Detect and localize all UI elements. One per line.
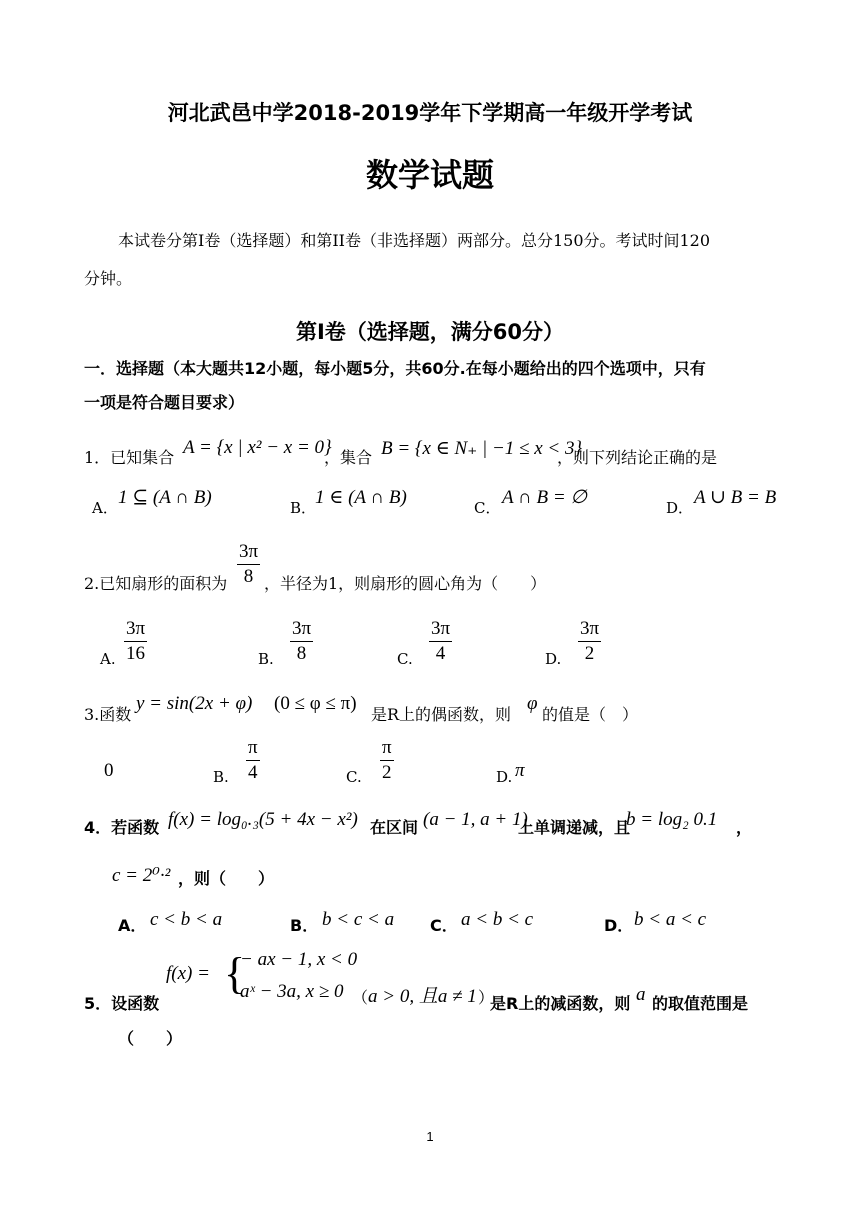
q5-fx: f(x) =	[166, 963, 210, 984]
q5-case-1: − ax − 1, x < 0	[240, 949, 358, 970]
q3-option-a: 0	[104, 760, 114, 781]
q1-option-c-label: C．	[474, 499, 501, 517]
q1-set-b: B = {x ∈ N₊ | −1 ≤ x < 3}	[381, 438, 583, 459]
q5-cond-close: ）	[478, 988, 495, 1007]
q2-prefix: 2.已知扇形的面积为	[84, 574, 228, 593]
q3-mid: 是R上的偶函数，则	[371, 705, 512, 724]
q3-suffix: 的值是（ ）	[542, 705, 639, 724]
q2-suffix: ，半径为1，则扇形的圆心角为（ ）	[264, 574, 547, 593]
q4-option-a: c < b < a	[150, 909, 223, 930]
section-instructions-1: 一．选择题（本大题共12小题，每小题5分，共60分.在每小题给出的四个选项中，只有	[84, 359, 706, 378]
q2-option-d	[578, 617, 601, 666]
q5-suffix: 是R上的减函数，则	[490, 994, 631, 1013]
q2-option-c-denominator: 4	[435, 643, 446, 664]
section-instructions-2: 一项是符合题目要求）	[84, 393, 245, 412]
q1-option-b: 1 ∈ (A ∩ B)	[315, 487, 407, 508]
q2-option-c	[429, 617, 452, 666]
q2-option-b	[290, 617, 313, 666]
q1-option-c: A ∩ B = ∅	[502, 487, 587, 508]
intro-line-2: 分钟。	[84, 269, 133, 288]
q2-option-c-label: C.	[397, 650, 413, 668]
q2-option-a	[124, 617, 147, 666]
q1-set-a: A = {x | x² − x = 0}	[183, 437, 332, 458]
q3-condition: (0 ≤ φ ≤ π)	[274, 693, 357, 714]
q5-answer-paren: （ ）	[118, 1029, 183, 1048]
q2-option-a-numerator: 3π	[124, 617, 147, 642]
q4-comma: ，	[736, 818, 753, 837]
q2-area-denominator: 8	[243, 566, 254, 587]
q5-suffix2: 的取值范围是	[652, 994, 749, 1013]
q4-then: ，则（ ）	[178, 869, 275, 888]
subject-title: 数学试题	[365, 156, 494, 194]
q4-function: f(x) = log₀.₃(5 + 4x − x²)	[168, 809, 358, 830]
q5-brace: {	[224, 949, 246, 998]
page-number: 1	[426, 1129, 434, 1144]
q1-option-a: 1 ⊆ (A ∩ B)	[118, 487, 212, 508]
q4-interval: (a − 1, a + 1)	[423, 809, 528, 830]
q4-mid: 在区间	[370, 818, 419, 837]
q5-condition: a > 0, 且a ≠ 1	[368, 986, 477, 1007]
q5-prefix: 5．设函数	[84, 994, 160, 1013]
q3-option-b-denominator: 4	[248, 762, 258, 783]
q5-case-2: aˣ − 3a, x ≥ 0	[240, 981, 344, 1002]
q4-b: b = log₂ 0.1	[626, 809, 718, 830]
q3-prefix: 3.函数	[84, 705, 132, 724]
q1-option-d-label: D．	[666, 499, 694, 517]
q4-option-c-label: C．	[430, 916, 458, 935]
exam-title: 河北武邑中学2018-2019学年下学期高一年级开学考试	[167, 101, 693, 125]
q1-prefix: 1．已知集合	[84, 448, 175, 467]
q4-option-d: b < a < c	[634, 909, 707, 930]
q2-option-b-denominator: 8	[296, 643, 307, 664]
q4-mid2: 上单调递减，且	[518, 818, 631, 837]
q3-option-c-label: C.	[346, 768, 362, 786]
q1-option-a-label: A．	[92, 499, 118, 517]
q2-option-a-denominator: 16	[126, 643, 146, 664]
q5-cond-open: （	[352, 988, 369, 1007]
q3-option-d: π	[515, 760, 525, 781]
q2-option-d-label: D.	[545, 650, 562, 668]
q2-area-fraction	[237, 540, 260, 589]
q1-mid: ，集合	[324, 448, 373, 467]
q3-option-c-denominator: 2	[382, 762, 392, 783]
q3-option-d-label: D.	[496, 768, 513, 786]
q4-option-c: a < b < c	[461, 909, 534, 930]
q3-option-b-numerator: π	[246, 736, 260, 761]
q3-option-c	[380, 736, 394, 785]
q2-option-d-numerator: 3π	[578, 617, 601, 642]
q3-phi: φ	[527, 693, 538, 714]
q1-suffix: ，则下列结论正确的是	[557, 448, 718, 467]
q1-option-b-label: B．	[290, 499, 317, 517]
q2-option-a-label: A.	[100, 650, 116, 668]
q2-option-b-numerator: 3π	[290, 617, 313, 642]
q2-option-c-numerator: 3π	[429, 617, 452, 642]
q4-option-b: b < c < a	[322, 909, 395, 930]
part1-heading: 第Ⅰ卷（选择题，满分60分）	[295, 320, 565, 344]
q4-option-d-label: D．	[604, 916, 634, 935]
q4-c: c = 2⁰·²	[112, 865, 171, 886]
q4-option-a-label: A．	[118, 916, 147, 935]
q2-option-b-label: B.	[258, 650, 274, 668]
q2-area-numerator: 3π	[237, 540, 260, 565]
q3-option-b	[246, 736, 260, 785]
q3-option-c-numerator: π	[380, 736, 394, 761]
intro-line-1: 本试卷分第Ⅰ卷（选择题）和第II卷（非选择题）两部分。总分150分。考试时间120	[118, 231, 711, 250]
q3-option-b-label: B.	[213, 768, 229, 786]
q4-prefix: 4．若函数	[84, 818, 160, 837]
q1-option-d: A ∪ B = B	[694, 487, 777, 508]
q5-var: a	[636, 984, 646, 1005]
q2-option-d-denominator: 2	[584, 643, 595, 664]
q4-option-b-label: B．	[290, 916, 319, 935]
q3-function: y = sin(2x + φ)	[136, 693, 253, 714]
